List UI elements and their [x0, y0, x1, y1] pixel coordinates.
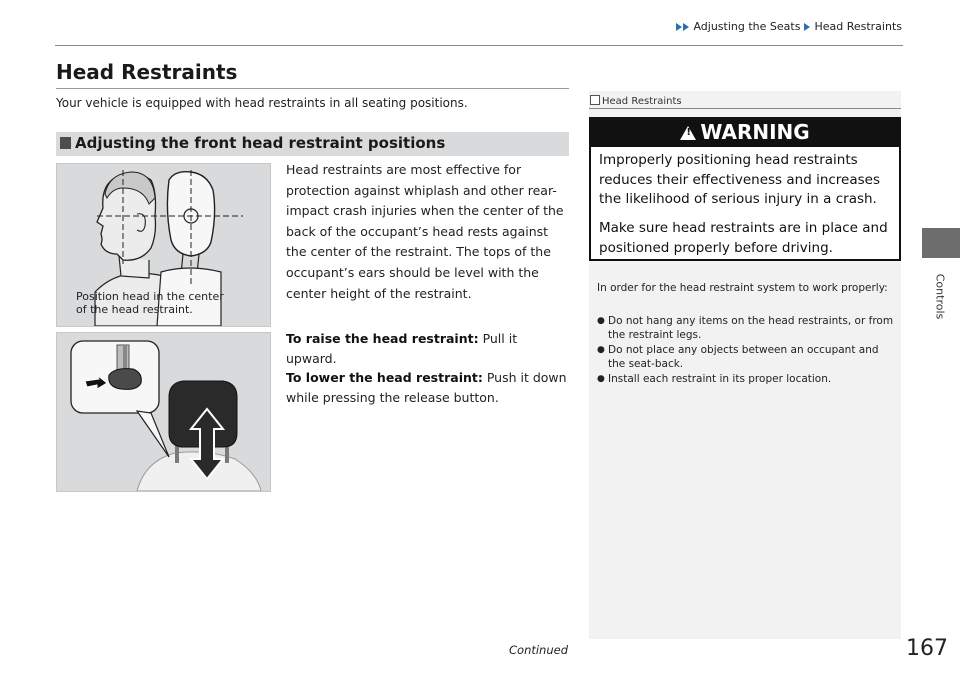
list-item: ● Do not place any objects between an occupant and the seat-back. [597, 343, 897, 371]
warning-header-text: WARNING [700, 120, 810, 144]
continued-label: Continued [509, 643, 569, 657]
warning-header [589, 117, 901, 147]
warning-text: Make sure head restraints are in place and positioned properly before driving. [599, 220, 888, 256]
restraint-effectiveness-text: Head restraints are most effective for protection against whiplash and other rear-impact crash injuries when the center of the back of the occupant’s head rests against the center of the restraint. The tops of the occupant’s ears should be level with the center height of the restraint. [286, 162, 564, 301]
raise-lower-figure [56, 332, 271, 492]
side-tab[interactable] [919, 273, 960, 320]
side-tab-marker [922, 228, 960, 258]
breadcrumb [500, 20, 902, 33]
title-divider [56, 88, 569, 89]
breadcrumb-arrow-icon [676, 23, 682, 31]
note-intro: In order for the head restraint system to work properly: [597, 282, 888, 294]
body-paragraph [286, 160, 571, 304]
breadcrumb-arrow-icon [683, 23, 689, 31]
note-title[interactable] [590, 95, 682, 107]
header-divider [55, 45, 903, 46]
raise-lower-instructions [286, 329, 571, 407]
lower-label: To lower the head restraint: [286, 370, 483, 385]
warning-text: Improperly positioning head restraints reduces their effectiveness and increases the likelihood of serious injury in a crash. [599, 152, 881, 207]
page-title: Head Restraints [56, 60, 238, 84]
list-item: ● Do not hang any items on the head restraints, or from the restraint legs. [597, 314, 897, 342]
breadcrumb-arrow-icon [804, 23, 810, 31]
figure-caption-line-2: of the head restraint. [76, 303, 193, 316]
raise-label: To raise the head restraint: [286, 331, 479, 346]
figure-caption-line-1: Position head in the center [76, 290, 224, 303]
section-square-icon [60, 137, 71, 149]
side-tab-label: Controls [933, 273, 947, 320]
list-item: ● Install each restraint in its proper location. [597, 372, 897, 386]
raise-text: Pull it upward. [286, 331, 518, 366]
breadcrumb-item-seats[interactable]: Adjusting the Seats [693, 20, 801, 33]
note-divider [589, 108, 901, 109]
intro-text: Your vehicle is equipped with head restraints in all seating positions. [56, 96, 468, 110]
figure-caption [76, 290, 224, 316]
raise-lower-illustration [57, 333, 270, 491]
lower-text: Push it down while pressing the release button. [286, 370, 567, 405]
page-number: 167 [906, 636, 948, 661]
note-reference-icon [590, 95, 600, 105]
warning-triangle-icon [680, 126, 696, 140]
note-list [597, 314, 897, 387]
breadcrumb-item-head-restraints[interactable]: Head Restraints [814, 20, 902, 33]
section-title: Adjusting the front head restraint positions [75, 134, 446, 152]
note-title-text: Head Restraints [602, 96, 682, 107]
